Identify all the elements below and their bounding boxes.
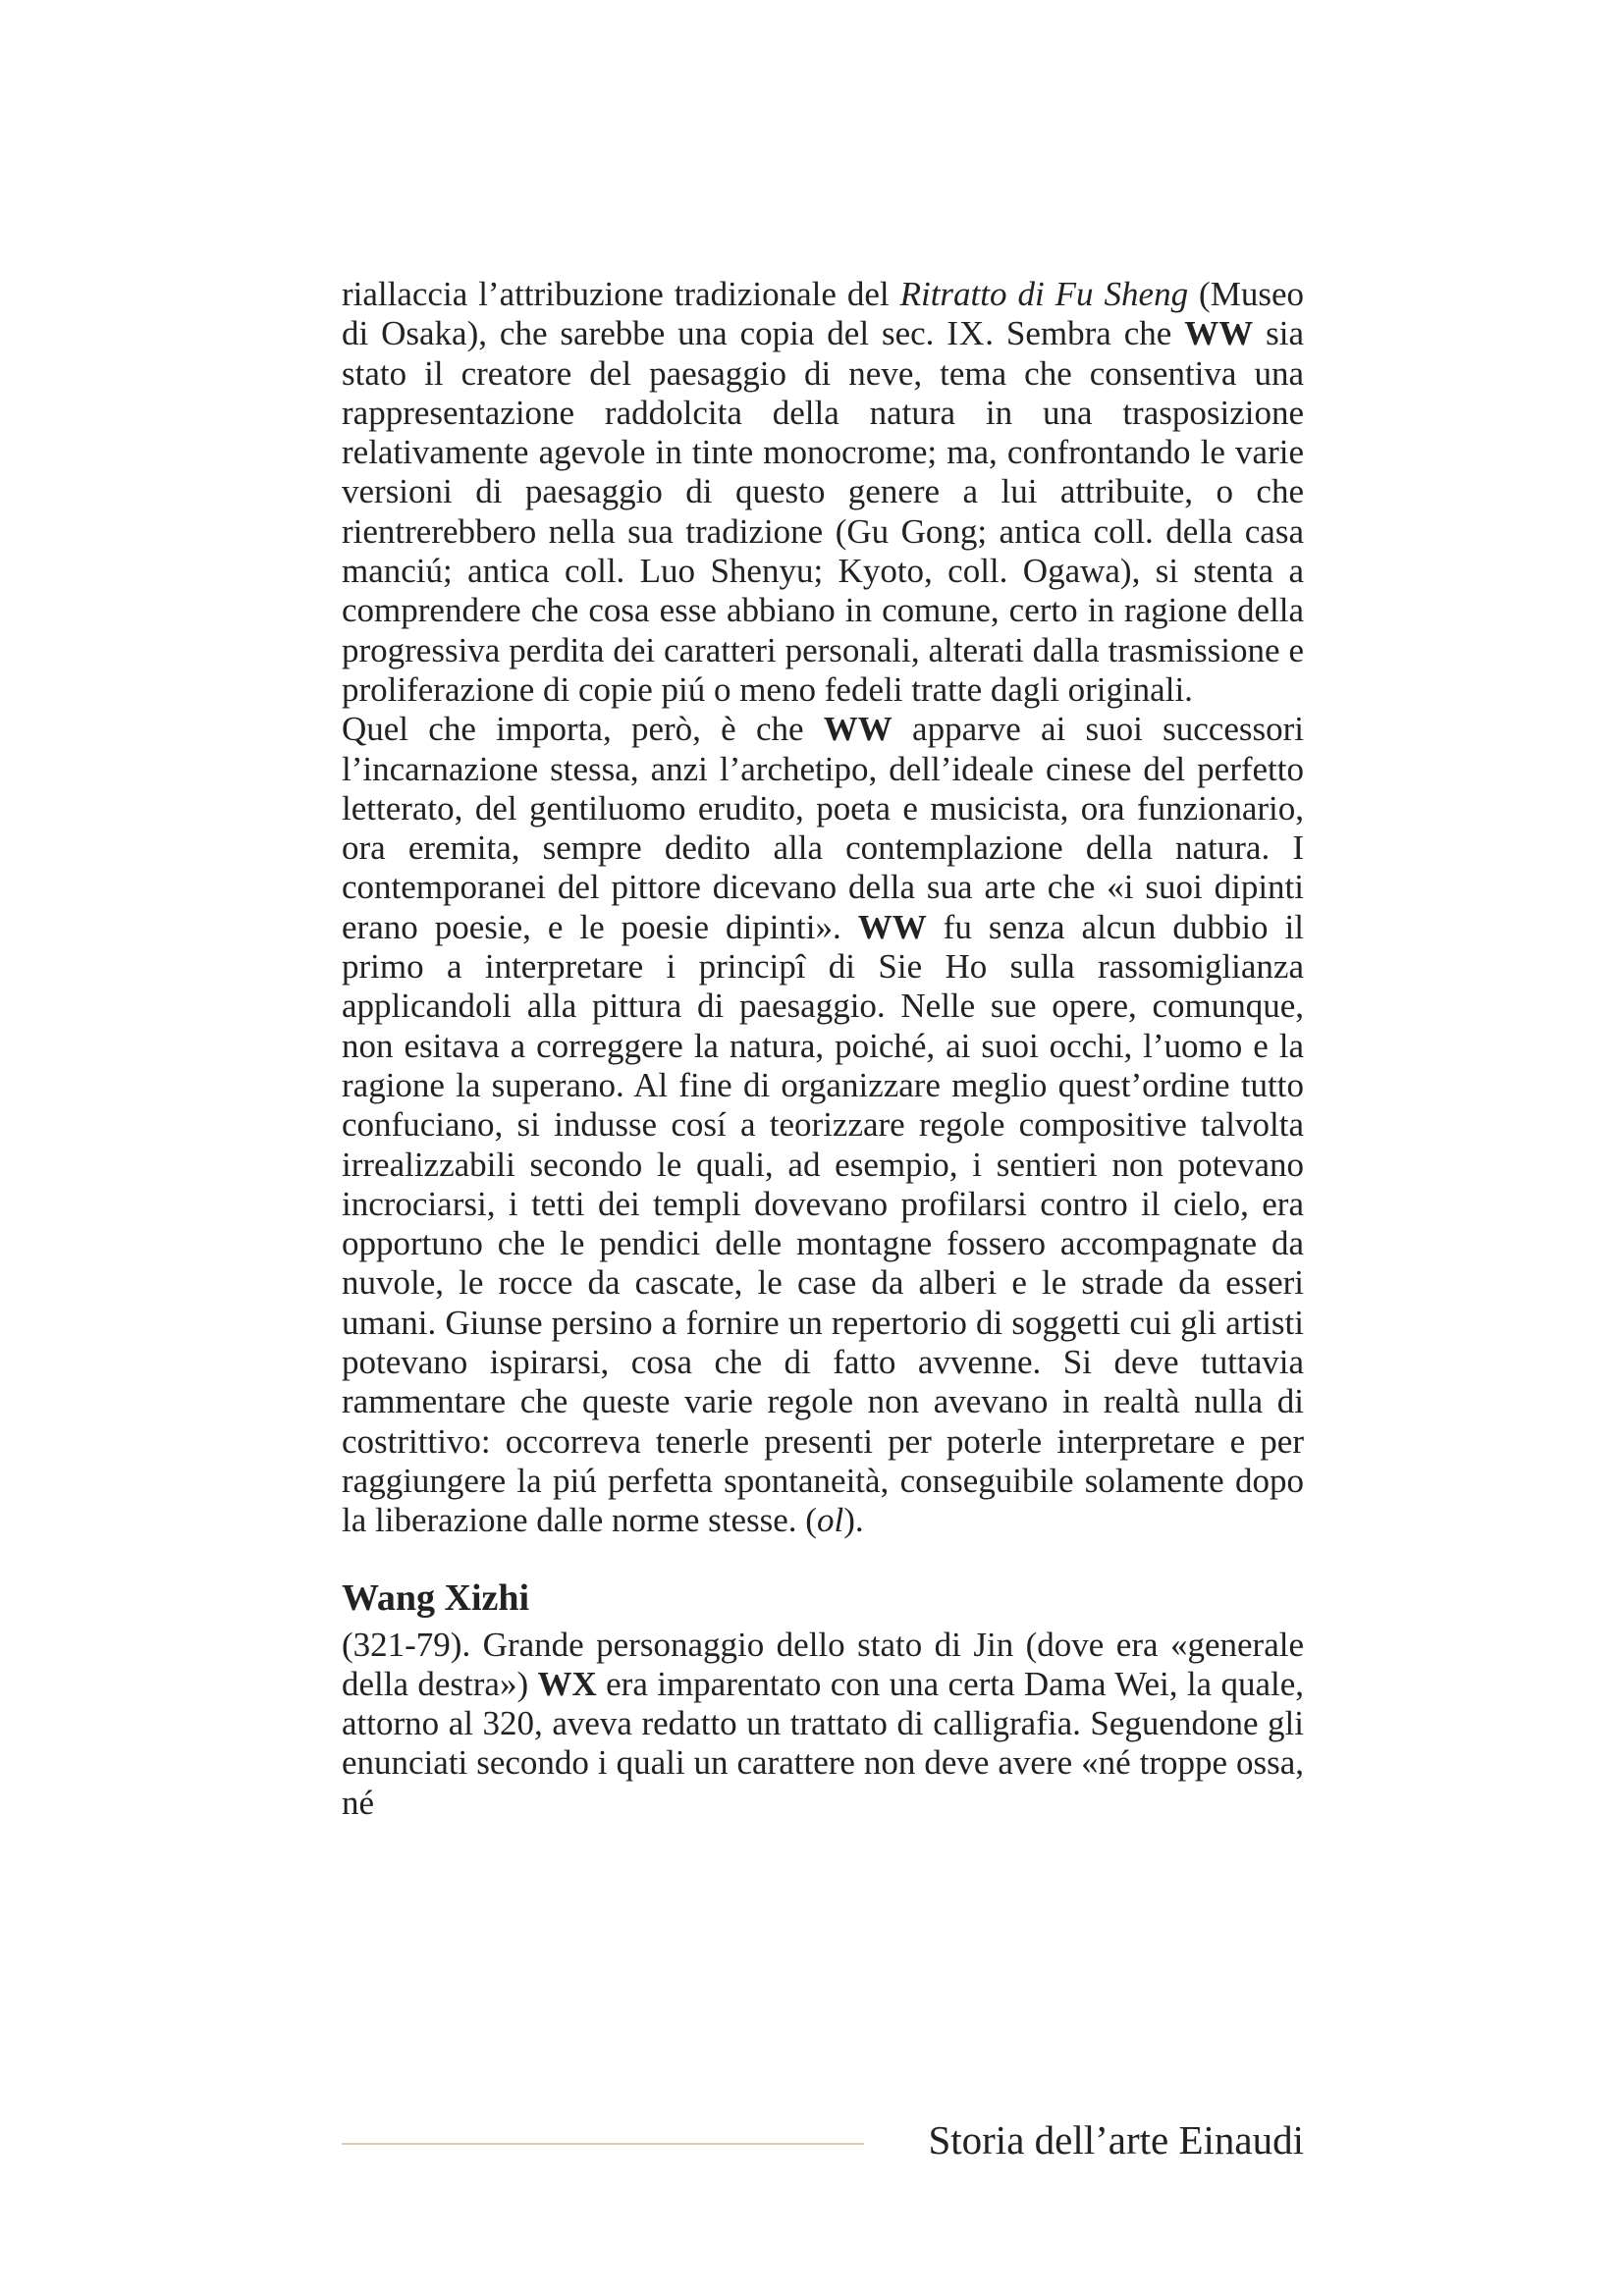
text-run: era imparentato con una certa Dama Wei, la quale, attorno al 320, aveva redatto un trattato di calligrafia. Seguendone gli enunciati secondo i quali un carattere non deve avere «né troppe ossa, né xyxy=(342,1664,1304,1822)
text-run: apparve ai suoi successori l’incarnazione stessa, anzi l’archetipo, dell’ideale cinese del perfetto letterato, del gentiluomo erudito, poeta e musicista, ora funzionario, ora eremita, sempre dedito alla contemplazione della natura. I contemporanei del pittore dicevano della sua arte che «i suoi dipinti erano poesie, e le poesie dipinti». xyxy=(342,710,1304,946)
paragraph xyxy=(342,710,1304,1540)
text-run: . Sembra che xyxy=(985,314,1185,353)
footer-title: Storia dell’arte Einaudi xyxy=(928,2117,1304,2163)
entry-heading: Wang Xizhi xyxy=(342,1576,530,1619)
name-abbreviation: WX xyxy=(537,1664,597,1703)
name-abbreviation: WW xyxy=(823,710,893,749)
text-run: sia stato il creatore del paesaggio di neve, tema che consentiva una rappresentazione raddolcita della natura in una trasposizione relativamente agevole in tinte monocrome; ma, confrontando le varie versioni di paesaggio di questo genere a lui attribuite, o che rientrerebbero nella sua tradizione (Gu Gong; antica coll. della casa manciú; antica coll. Luo Shenyu; Kyoto, coll. Ogawa), si stenta a comprendere che cosa esse abbiano in comune, certo in ragione della progressiva perdita dei caratteri personali, alterati dalla trasmissione e proliferazione di copie piú o meno fedeli tratte dagli originali. xyxy=(342,314,1304,709)
century-numeral: IX xyxy=(947,314,986,353)
text-run: (321-79). Grande personaggio dello stato di Jin (dove era «generale della destra») xyxy=(342,1625,1304,1703)
paragraph xyxy=(342,1626,1304,1823)
name-abbreviation: WW xyxy=(857,907,927,946)
text-run: riallaccia l’attribuzione tradizionale del xyxy=(342,275,900,313)
paragraph xyxy=(342,275,1304,710)
author-initials: ol xyxy=(816,1501,844,1540)
text-run: ). xyxy=(843,1501,864,1540)
name-abbreviation: WW xyxy=(1184,314,1254,353)
text-run: (Museo di Osaka), che sarebbe una copia del sec. xyxy=(342,275,1304,353)
text-run: Quel che importa, però, è che xyxy=(342,710,824,749)
body-text xyxy=(342,275,1304,1823)
text-run: fu senza alcun dubbio il primo a interpretare i principî di Sie Ho sulla rassomiglianza applicandoli alla pittura di paesaggio. Nelle sue opere, comunque, non esitava a correggere la natura, poiché, ai suoi occhi, l’uomo e la ragione la superano. Al fine di organizzare meglio quest’ordine tutto confuciano, si indusse cosí a teorizzare regole compositive talvolta irrealizzabili secondo le quali, ad esempio, i sentieri non potevano incrociarsi, i tetti dei templi dovevano profilarsi contro il cielo, era opportuno che le pendici delle montagne fossero accompagnate da nuvole, le rocce da cascate, le case da alberi e le strade da esseri umani. Giunse persino a fornire un repertorio di soggetti cui gli artisti potevano ispirarsi, cosa che di fatto avvenne. Si deve tuttavia rammentare che queste varie regole non avevano in realtà nulla di costrittivo: occorreva tenerle presenti per poterle interpretare e per raggiungere la piú perfetta spontaneità, conseguibile solamente dopo la liberazione dalle norme stesse. ( xyxy=(342,907,1304,1540)
artwork-title: Ritratto di Fu Sheng xyxy=(899,275,1189,313)
footer-rule xyxy=(342,2143,864,2145)
